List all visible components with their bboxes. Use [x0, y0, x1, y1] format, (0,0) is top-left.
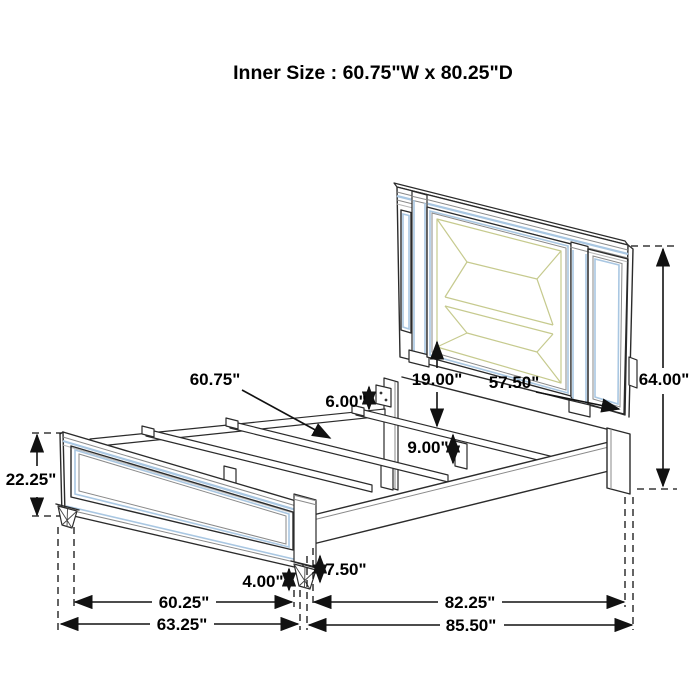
ext-headboard-height — [631, 246, 677, 489]
label-headboard-to-slat: 19.00" — [411, 370, 463, 389]
rail-bracket — [376, 385, 391, 407]
label-inner-length: 82.25" — [444, 593, 496, 612]
label-bracket-offset: 6.00" — [325, 392, 367, 411]
headboard — [394, 183, 637, 433]
diagram-title: Inner Size : 60.75"W x 80.25"D — [233, 62, 513, 84]
label-foot-height: 4.00" — [242, 572, 284, 591]
label-headboard-height: 64.00" — [638, 370, 690, 389]
headboard-right-leg — [607, 428, 630, 494]
label-slat-leg-height: 9.00" — [407, 438, 449, 457]
bracket-hole — [380, 392, 383, 395]
label-footboard-width: 63.25" — [156, 615, 208, 634]
footboard — [56, 432, 320, 589]
label-overall-length: 85.50" — [445, 616, 497, 635]
label-footboard-height: 22.25" — [5, 470, 57, 489]
footboard-right-post — [294, 494, 316, 568]
headboard-side-step — [629, 357, 637, 388]
slat-support-leg — [455, 441, 467, 469]
label-footboard-inner-width: 60.25" — [158, 593, 210, 612]
label-rail-height: 7.50" — [325, 560, 367, 579]
bracket-hole — [385, 399, 388, 402]
label-headboard-panel-width: 57.50" — [488, 373, 540, 392]
label-slat-width: 60.75" — [189, 370, 241, 389]
